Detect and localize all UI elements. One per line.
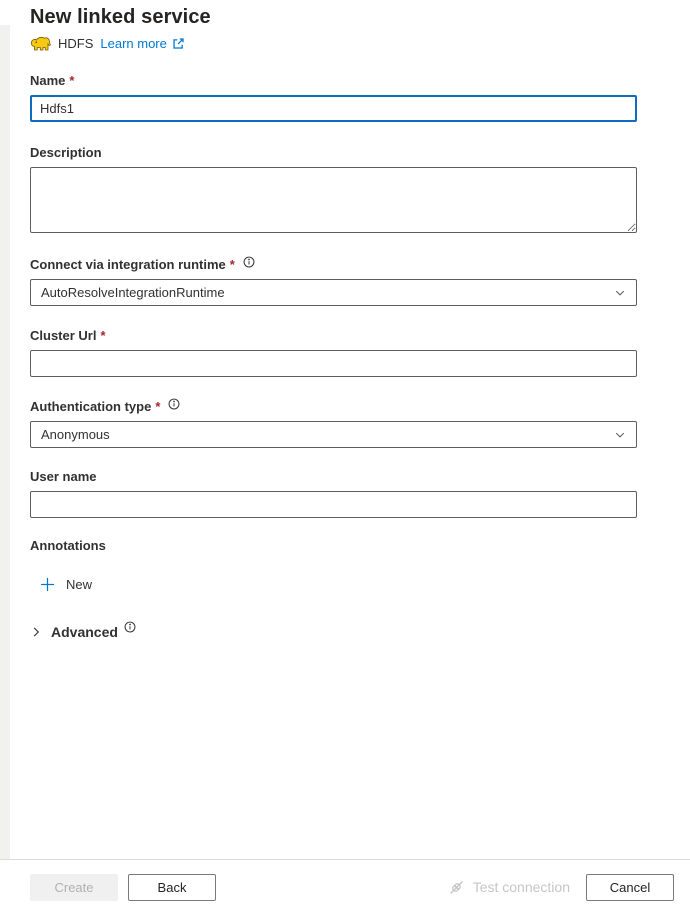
test-connection-label: Test connection [472,879,570,895]
cluster-url-field [30,328,637,377]
chevron-down-icon [614,287,626,299]
name-label [30,73,637,88]
auth-type-field [30,399,637,448]
advanced-label [51,624,136,640]
name-required-marker: * [69,73,75,88]
advanced-label-text: Advanced [51,624,118,640]
name-input[interactable] [30,95,637,122]
description-textarea[interactable] [30,167,637,233]
auth-type-required-marker: * [155,399,161,414]
auth-type-label-text: Authentication type [30,399,152,414]
learn-more-label: Learn more [100,36,167,51]
new-linked-service-panel [30,6,637,643]
user-name-label-text: User name [30,469,97,484]
info-circle-icon[interactable] [243,256,255,268]
description-field [30,145,637,233]
hadoop-elephant-icon [30,36,51,51]
description-label-text: Description [30,145,102,160]
auth-type-selected-value: Anonymous [41,427,110,442]
annotations-label-text: Annotations [30,538,106,553]
annotations-field [30,538,637,597]
integration-runtime-required-marker: * [229,257,235,272]
user-name-label [30,469,637,484]
learn-more-link[interactable] [100,36,184,51]
connector-type-label: HDFS [58,36,94,51]
user-name-input[interactable] [30,491,637,518]
back-button[interactable]: Back [128,874,216,901]
plug-disconnected-icon [448,879,465,896]
advanced-expander[interactable] [30,624,136,640]
integration-runtime-label-text: Connect via integration runtime [30,257,226,272]
description-label [30,145,637,160]
create-button[interactable]: Create [30,874,118,901]
auth-type-dropdown[interactable] [30,421,637,448]
connector-subtitle-row [30,36,637,51]
cluster-url-input[interactable] [30,350,637,377]
info-circle-icon[interactable] [168,398,180,410]
integration-runtime-selected-value: AutoResolveIntegrationRuntime [41,285,225,300]
name-field [30,73,637,122]
info-circle-icon[interactable] [124,621,136,633]
chevron-down-icon [614,429,626,441]
user-name-field [30,469,637,518]
integration-runtime-field [30,257,637,306]
name-label-text: Name [30,73,66,88]
plus-icon [40,577,55,592]
add-annotation-label: New [66,577,93,592]
background-page-edge [0,25,10,859]
page-title: New linked service [30,6,211,28]
chevron-right-icon [30,626,42,638]
footer-right-group [448,874,674,901]
annotations-label [30,538,637,553]
add-annotation-button[interactable] [38,575,94,594]
panel-footer [0,859,690,914]
cancel-button[interactable]: Cancel [586,874,674,901]
cluster-url-label [30,328,637,343]
cluster-url-required-marker: * [100,328,106,343]
external-link-icon [172,37,185,50]
auth-type-label [30,399,637,414]
integration-runtime-dropdown[interactable] [30,279,637,306]
cluster-url-label-text: Cluster Url [30,328,97,343]
test-connection-button[interactable] [448,879,570,896]
integration-runtime-label [30,257,637,272]
